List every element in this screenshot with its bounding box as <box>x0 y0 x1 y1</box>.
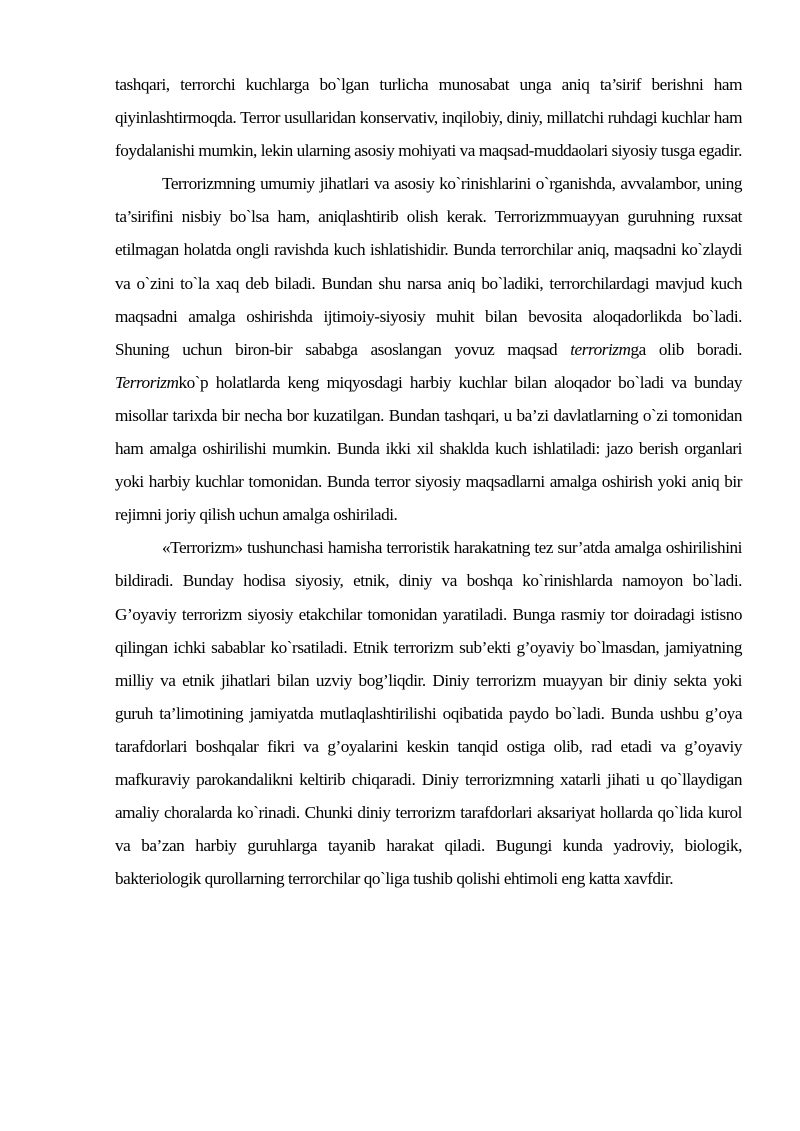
paragraph-2-text-a: Terrorizmning umumiy jihatlari va asosiy ko`rinishlarini o`rganishda, avvalambor, uning ta’sirifini nisbiy bo`lsa ham, aniqlashtirib olish kerak. Terrorizmmuayyan guruhning ruxsat etilmagan holatda ongli ravishda kuch ishlatishidir. Bunda terrorchilar aniq, maqsadni ko`zlaydi va o`zini to`la xaq deb biladi. Bundan shu narsa aniq bo`ladiki, terrorchilardagi mavjud kuch maqsadni amalga oshirishda ijtimoiy-siyosiy muhit bilan bevosita aloqadorlikda bo`ladi. Shuning uchun biron-bir sababga asoslangan yovuz maqsad <box>115 174 742 359</box>
paragraph-2-text-b: ga olib boradi. <box>630 339 742 359</box>
paragraph-2 <box>115 167 742 531</box>
italic-term-1: terrorizm <box>570 339 631 359</box>
paragraph-3: «Terrorizm» tushunchasi hamisha terroristik harakatning tez sur’atda amalga oshirilishini bildiradi. Bunday hodisa siyosiy, etnik, diniy va boshqa ko`rinishlarda namoyon bo`ladi. G’oyaviy terrorizm siyosiy etakchilar tomonidan yaratiladi. Bunga rasmiy tor doiradagi istisno qilingan ichki sabablar ko`rsatiladi. Etnik terrorizm sub’ekti g’oyaviy bo`lmasdan, jamiyatning milliy va etnik jihatlari bilan uzviy bog’liqdir. Diniy terrorizm muayyan bir diniy sekta yoki guruh ta’limotining jamiyatda mutlaqlashtirilishi oqibatida paydo bo`ladi. Bunda ushbu g’oya tarafdorlari boshqalar fikri va g’oyalarini keskin tanqid ostiga olib, rad etadi va g’oyaviy mafkuraviy parokandalikni keltirib chiqaradi. Diniy terrorizmning xatarli jihati u qo`llaydigan amaliy choralarda ko`rinadi. Chunki diniy terrorizm tarafdorlari aksariyat hollarda qo`lida kurol va ba’zan harbiy guruhlarga tayanib harakat qiladi. Bugungi kunda yadroviy, biologik, bakteriologik qurollarning terrorchilar qo`liga tushib qolishi ehtimoli eng katta xavfdir. <box>115 538 742 889</box>
paragraph-2-text-c: ko`p holatlarda keng miqyosdagi harbiy kuchlar bilan aloqador bo`ladi va bunday misollar tarixda bir necha bor kuzatilgan. Bundan tashqari, u ba’zi davlatlarning o`zi tomonidan ham amalga oshirilishi mumkin. Bunda ikki xil shaklda kuch ishlatiladi: jazo berish organlari yoki harbiy kuchlar tomonidan. Bunda terror siyosiy maqsadlarni amalga oshirish yoki aniq bir rejimni joriy qilish uchun amalga oshiriladi. <box>115 372 742 525</box>
paragraph-1: tashqari, terrorchi kuchlarga bo`lgan turlicha munosabat unga aniq ta’sirif berishni ham qiyinlashtirmoqda. Terror usullaridan konservativ, inqilobiy, diniy, millatchi ruhdagi kuchlar ham foydalanishi mumkin, lekin ularning asosiy mohiyati va maqsad-muddaolari siyosiy tusga egadir. <box>115 75 742 161</box>
document-page <box>115 68 742 895</box>
italic-term-2: Terrorizm <box>115 372 179 392</box>
